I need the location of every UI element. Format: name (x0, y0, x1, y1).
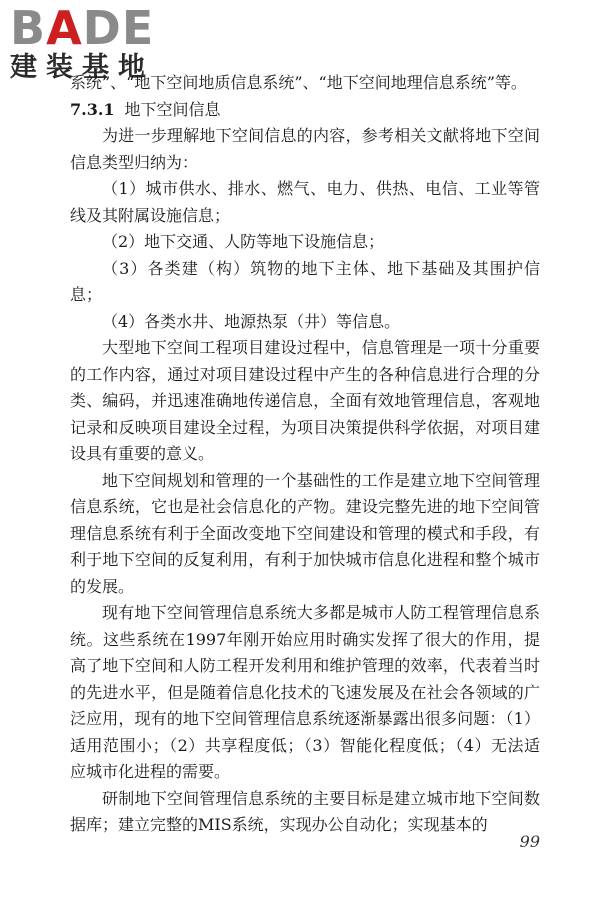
paragraph-goals: 研制地下空间管理信息系统的主要目标是建立城市地下空间数据库；建立完整的MIS系统，实现办公自动化；实现基本的 (70, 788, 540, 834)
page-number: 99 (519, 832, 540, 851)
continuation-paragraph: 系统”、“地下空间地质信息系统”、“地下空间地理信息系统”等。 (70, 73, 527, 92)
list-item-3: （3）各类建（构）筑物的地下主体、地下基础及其围护信息； (70, 258, 540, 304)
section-title: 地下空间信息 (124, 99, 221, 119)
list-item-4: （4）各类水井、地源热泵（井）等信息。 (102, 311, 401, 331)
paragraph-info-management: 大型地下空间工程项目建设过程中，信息管理是一项十分重要的工作内容，通过对项目建设过程中产生的各种信息进行合理的分类、编码，并迅速准确地传递信息，全面有效地管理信息，客观地记录和反映项目建设全过程，为项目决策提供科学依据，对项目建设具有重要的意义。 (70, 338, 540, 463)
section-heading (70, 97, 540, 124)
section-number: 7.3.1 (70, 99, 115, 119)
paragraph-planning: 地下空间规划和管理的一个基础性的工作是建立地下空间管理信息系统，它也是社会信息化的产物。建设完整先进的地下空间管理信息系统有利于全面改变地下空间建设和管理的模式和手段，有利于地下空间的反复利用，有利于加快城市信息化进程和整个城市的发展。 (70, 470, 540, 596)
list-item-1: （1）城市供水、排水、燃气、电力、供热、电信、工业等管线及其附属设施信息； (70, 179, 540, 225)
logo-wordmark: BADE (10, 1, 155, 55)
paragraph-existing-systems: 现有地下空间管理信息系统大多都是城市人防工程管理信息系统。这些系统在1997年刚开始应用时确实发挥了很大的作用，提高了地下空间和人防工程开发利用和维护管理的效率，代表着当时的先进水平，但是随着信息化技术的飞速发展及在社会各领域的广泛应用，现有的地下空间管理信息系统逐渐暴露出很多问题：（1）适用范围小；（2）共享程度低；（3）智能化程度低；（4）无法适应城市化进程的需要。 (70, 603, 540, 781)
list-item-2: （2）地下交通、人防等地下设施信息； (102, 232, 385, 251)
logo-subtitle: 建装基地 (10, 52, 154, 83)
page-body (70, 70, 540, 839)
paragraph-intro: 为进一步理解地下空间信息的内容，参考相关文献将地下空间信息类型归纳为： (70, 126, 540, 172)
